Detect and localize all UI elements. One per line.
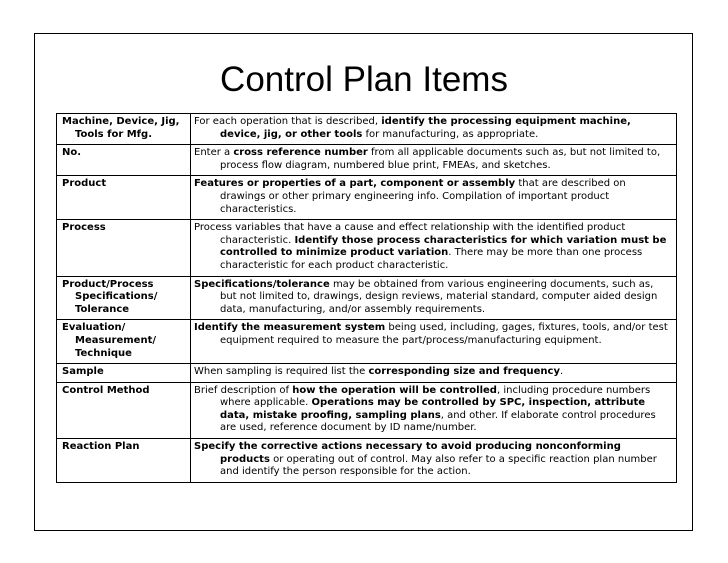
item-description-cell — [191, 320, 677, 364]
item-name-cell: Process — [57, 220, 191, 276]
table-row — [57, 276, 677, 320]
description-text: Enter a — [194, 147, 234, 159]
table-row — [57, 382, 677, 438]
item-description-cell — [191, 382, 677, 438]
description-text: . There may be more than one process characteristic for each product characteristic. — [220, 247, 643, 271]
description-text: When sampling is required list the — [194, 366, 369, 378]
item-name-cell: Machine, Device, Jig, Tools for Mfg. — [57, 114, 191, 145]
table-row — [57, 364, 677, 383]
emphasized-text: how the operation will be controlled — [292, 384, 497, 396]
description-text: or operating out of control. May also refer to a specific reaction plan number and identify the person responsible for the action. — [220, 453, 657, 478]
table-row — [57, 220, 677, 276]
item-description-cell — [191, 439, 677, 483]
emphasized-text: cross reference number — [233, 147, 368, 159]
emphasized-text: Identify the measurement system — [194, 322, 386, 334]
item-name-cell: No. — [57, 145, 191, 176]
table-row — [57, 145, 677, 176]
description-text: Brief description of — [194, 384, 293, 396]
item-name-cell: Product/Process Specifications/ Tolerance — [57, 276, 191, 320]
description-text: being used, including, gages, fixtures, tools, and/or test equipment required to measure the part/process/manufacturing equipment. — [220, 322, 668, 346]
item-description-cell — [191, 114, 677, 145]
emphasized-text: Specifications/tolerance — [194, 278, 330, 290]
emphasized-text: Features or properties of a part, component or assembly — [194, 178, 516, 190]
description-text: may be obtained from various engineering documents, such as, but not limited to, drawings, design reviews, material standard, computer aided design data, manufacturing, and/or assembly requirements. — [220, 278, 658, 315]
table-row — [57, 176, 677, 220]
description-text: , including procedure numbers where applicable. — [220, 384, 651, 409]
description-text: that are described on drawings or other primary engineering info. Compilation of important product characteristics. — [220, 178, 626, 215]
description-text: , and other. If elaborate control procedures are used, reference document by ID name/number. — [220, 409, 656, 434]
table-row — [57, 114, 677, 145]
page-title: Control Plan Items — [220, 60, 508, 99]
description-text: for manufacturing, as appropriate. — [362, 128, 539, 140]
description-text: Process variables that have a cause and effect relationship with the identified product characteristic. — [194, 222, 626, 246]
control-plan-table — [56, 113, 677, 483]
table-row — [57, 320, 677, 364]
emphasized-text: corresponding size and frequency — [368, 366, 561, 378]
item-description-cell — [191, 145, 677, 176]
item-description-cell — [191, 220, 677, 276]
item-description-cell — [191, 276, 677, 320]
description-text: from all applicable documents such as, but not limited to, process flow diagram, numbered blue print, FMEAs, and sketches. — [220, 147, 661, 171]
emphasized-text: Operations may be controlled by SPC, inspection, attribute data, mistake proofing, sampling plans — [220, 397, 646, 421]
emphasized-text: Identify those process characteristics for which variation must be controlled to minimize product variation — [220, 234, 667, 259]
item-name-cell: Control Method — [57, 382, 191, 438]
table-row — [57, 439, 677, 483]
emphasized-text: Specify the corrective actions necessary to avoid producing nonconforming products — [194, 441, 621, 465]
item-name-cell: Reaction Plan — [57, 439, 191, 483]
description-text: . — [560, 366, 564, 378]
item-name-cell: Evaluation/ Measurement/ Technique — [57, 320, 191, 364]
description-text: For each operation that is described, — [194, 116, 382, 127]
item-description-cell — [191, 176, 677, 220]
emphasized-text: identify the processing equipment machine, device, jig, or other tools — [220, 116, 631, 140]
item-name-cell: Sample — [57, 364, 191, 383]
item-name-cell: Product — [57, 176, 191, 220]
item-description-cell — [191, 364, 677, 383]
control-plan-table-body — [57, 114, 677, 483]
